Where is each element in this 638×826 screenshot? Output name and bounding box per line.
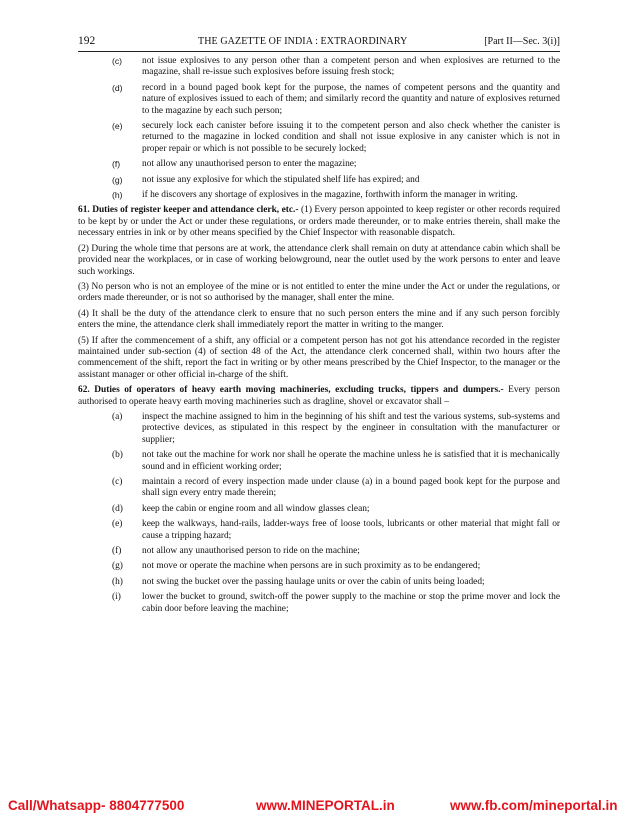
item-label: (f) bbox=[112, 546, 122, 557]
item-text: not allow any unauthorised person to enter the magazine; bbox=[142, 159, 357, 170]
item-label: (f) bbox=[112, 159, 121, 170]
list-item bbox=[78, 190, 560, 201]
section-61-heading: 61. Duties of register keeper and attendance clerk, etc.- bbox=[78, 205, 299, 216]
facebook-link[interactable]: www.fb.com/mineportal.in bbox=[450, 798, 618, 813]
item-text: keep the cabin or engine room and all window glasses clean; bbox=[142, 503, 370, 514]
item-label: (g) bbox=[112, 561, 123, 572]
item-text: if he discovers any shortage of explosives in the magazine, forthwith inform the manager in writing. bbox=[142, 190, 518, 201]
item-text: securely lock each canister before issuing it to the competent person and also check whether the canister is returned to the magazine in locked condition and shall not issue explosive in any canister which is not in proper repair or which is not possible to be securely locked; bbox=[142, 121, 560, 154]
section-61-para-5: (5) If after the commencement of a shift, any official or a competent person has not got his attendance recorded in the register maintained under sub-section (4) of section 48 of the Act, the attendance clerk concerned shall, within two hours after the commencement of the shift, report the fact in writing or by other means prescribed by the Chief Inspector, to the manager or the assistant manager or other official in-charge of the shift. bbox=[78, 335, 560, 380]
item-label: (d) bbox=[112, 503, 123, 514]
part-section: [Part II—Sec. 3(i)] bbox=[484, 36, 560, 47]
item-label: (g) bbox=[112, 174, 123, 185]
list-item bbox=[78, 477, 560, 500]
item-label: (c) bbox=[112, 477, 123, 487]
list-item bbox=[78, 592, 560, 615]
list-item bbox=[78, 175, 560, 186]
list-item bbox=[78, 56, 560, 79]
item-label: (b) bbox=[112, 450, 123, 461]
list-item bbox=[78, 412, 560, 446]
item-label: (i) bbox=[112, 592, 121, 603]
website-link[interactable]: www.MINEPORTAL.in bbox=[256, 798, 395, 813]
item-text: not allow any unauthorised person to ride on the machine; bbox=[142, 546, 360, 557]
list-item bbox=[78, 159, 560, 170]
promo-footer bbox=[0, 798, 638, 818]
item-text: maintain a record of every inspection made under clause (a) in a bound paged book kept for the purpose and shall sign every entry made therein; bbox=[142, 477, 560, 499]
list-item bbox=[78, 121, 560, 155]
item-text: inspect the machine assigned to him in the beginning of his shift and test the various systems, sub-systems and protective devices, as stipulated in this respect by the engineer in consultation with the manufacturer or supplier; bbox=[142, 411, 560, 445]
contact-phone-link[interactable]: Call/Whatsapp- 8804777500 bbox=[8, 798, 185, 813]
item-label: (h) bbox=[112, 190, 123, 201]
operator-duties-list bbox=[78, 412, 560, 615]
item-text: not move or operate the machine when persons are in such proximity as to be endangered; bbox=[142, 561, 481, 572]
gazette-title: THE GAZETTE OF INDIA : EXTRAORDINARY bbox=[198, 36, 408, 47]
item-label: (a) bbox=[112, 411, 123, 422]
item-label: (c) bbox=[112, 56, 123, 66]
list-item bbox=[78, 577, 560, 588]
page-number: 192 bbox=[78, 35, 96, 47]
section-61-para-4: (4) It shall be the duty of the attendance clerk to ensure that no such person enters the mine and if any such person forcibly enters the mine, the attendance clerk shall immediately report the matter in writing to the manger. bbox=[78, 308, 560, 331]
item-label: (e) bbox=[112, 121, 123, 132]
item-text: not issue any explosive for which the stipulated shelf life has expired; and bbox=[142, 174, 420, 185]
list-item bbox=[78, 519, 560, 542]
item-text: keep the walkways, hand-rails, ladder-ways free of loose tools, lubricants or other material that might fall or cause a tripping hazard; bbox=[142, 519, 560, 541]
section-61-para-1 bbox=[78, 205, 560, 239]
section-61-para-2: (2) During the whole time that persons are at work, the attendance clerk shall remain on duty at attendance cabin which shall be provided near the workplaces, or in case of working belowground, near the outlet used by the work persons to enter and leave such workings. bbox=[78, 243, 560, 277]
item-text: not issue explosives to any person other than a competent person and when explosives are returned to the magazine, shall re-issue such explosives before issuing fresh stock; bbox=[142, 56, 560, 78]
item-text: record in a bound paged book kept for the purpose, the names of competent persons and the quantity and nature of explosives issued to each of them; and similarly record the quantity and nature of explosives returned to the magazine by each such person; bbox=[142, 82, 560, 116]
item-label: (e) bbox=[112, 519, 123, 530]
list-item bbox=[78, 561, 560, 572]
item-label: (h) bbox=[112, 576, 123, 587]
list-item bbox=[78, 83, 560, 117]
para-text: Every person authorised to operate heavy earth moving machineries such as dragline, shovel or excavator shall – bbox=[78, 385, 560, 407]
document-body bbox=[78, 56, 560, 619]
list-item bbox=[78, 504, 560, 515]
para-text: (1) Every person appointed to keep register or other records required to be kept by or under the Act or under these regulations, or orders made thereunder, or to make entries therein, shall make the necessary entries in ink or by other means specified by the Chief Inspector with reasonable dispatch. bbox=[78, 205, 561, 239]
item-text: lower the bucket to ground, switch-off the power supply to the machine or stop the prime mover and lock the cabin door before leaving the machine; bbox=[142, 592, 560, 614]
item-text: not swing the bucket over the passing haulage units or over the cabin of units being loaded; bbox=[142, 576, 485, 587]
magazine-duties-list bbox=[78, 56, 560, 201]
section-61-para-3: (3) No person who is not an employee of the mine or is not entitled to enter the mine under the Act or under the regulations, or orders made thereunder, or is not so authorised by the manager, shall enter the mine. bbox=[78, 281, 560, 304]
item-text: not take out the machine for work nor shall he operate the machine unless he is satisfied that it is mechanically sound and in efficient working order; bbox=[142, 450, 560, 472]
header-rule bbox=[78, 51, 560, 52]
list-item bbox=[78, 546, 560, 557]
section-62-intro bbox=[78, 385, 560, 408]
section-62-heading: 62. Duties of operators of heavy earth moving machineries, excluding trucks, tippers and dumpers.- bbox=[78, 385, 504, 396]
page-header bbox=[78, 35, 560, 49]
list-item bbox=[78, 450, 560, 473]
item-label: (d) bbox=[112, 82, 123, 93]
